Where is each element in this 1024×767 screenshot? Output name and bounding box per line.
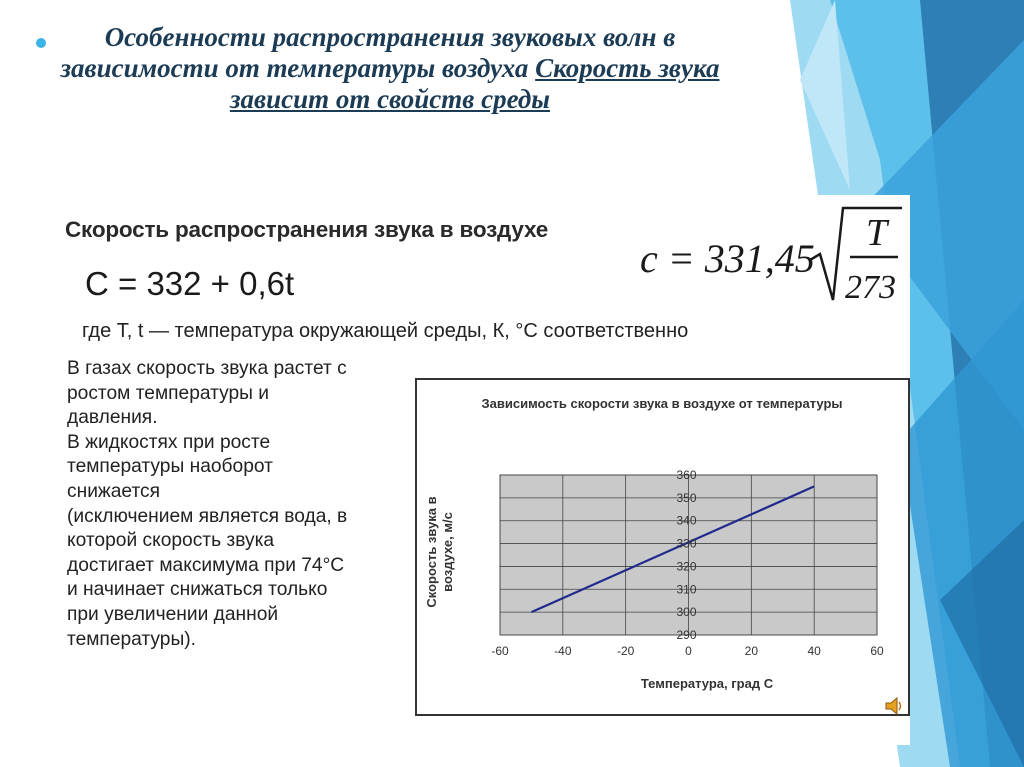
formula-root (640, 200, 905, 310)
x-tick-label: 20 (744, 644, 759, 658)
bullet-icon (36, 38, 46, 48)
x-tick-label: -40 (554, 644, 572, 658)
paragraph-line: и начинает снижаться только (67, 579, 328, 601)
paragraph-line: В жидкостях при росте (67, 431, 271, 453)
paragraph-line: В газах скорость звука растет с (67, 358, 347, 379)
figure-title: Скорость распространения звука в воздухе (65, 217, 549, 242)
formula-root-lhs: c = 331,45 (640, 236, 815, 281)
speaker-icon[interactable] (884, 696, 906, 716)
chart-x-axis-label: Температура, град С (640, 676, 774, 691)
paragraph-line: (исключением является вода, в (67, 505, 348, 527)
description-paragraph (67, 357, 412, 652)
y-tick-label: 300 (676, 605, 697, 620)
figure-image (60, 195, 910, 745)
x-tick-label: 40 (807, 644, 821, 658)
y-tick-label: 310 (676, 582, 697, 597)
x-tick-label: -60 (491, 644, 509, 658)
formula-linear: C = 332 + 0,6t (85, 265, 295, 302)
chart (415, 378, 910, 716)
y-tick-label: 340 (676, 513, 697, 528)
y-tick-label: 350 (676, 490, 697, 505)
paragraph-line: температуры). (67, 628, 196, 650)
paragraph-line: ростом температуры и (67, 382, 270, 404)
paragraph-line: которой скорость звука (67, 530, 275, 552)
formula-root-denominator: 273 (845, 269, 896, 306)
x-tick-label: 0 (685, 644, 692, 658)
chart-plot (417, 380, 912, 718)
y-tick-label: 290 (676, 628, 697, 642)
y-tick-label: 360 (676, 468, 697, 482)
y-tick-label: 330 (676, 536, 697, 551)
paragraph-line: достигает максимума при 74°С (67, 554, 345, 576)
chart-y-axis-label: Скорость звука в воздухе, м/с (424, 496, 455, 608)
paragraph-line: снижается (67, 480, 161, 502)
formula-root-numerator: T (866, 212, 888, 254)
chart-title: Зависимость скорости звука в воздухе от температуры (481, 396, 843, 411)
formula-note: где T, t — температура окружающей среды, К, °С соответственно (82, 320, 689, 342)
x-tick-label: 60 (870, 644, 884, 658)
heading-link[interactable]: Скорость звука зависит от свойств среды (229, 53, 720, 114)
paragraph-line: давления. (67, 407, 158, 429)
slide-heading (30, 22, 720, 115)
paragraph-line: температуры наоборот (67, 456, 273, 478)
y-tick-label: 320 (676, 559, 697, 574)
x-tick-label: -20 (616, 644, 635, 658)
paragraph-line: при увеличении данной (67, 603, 279, 625)
heading-plain-text: Особенности распространения звуковых волн в зависимости от температуры воздуха (60, 22, 676, 83)
